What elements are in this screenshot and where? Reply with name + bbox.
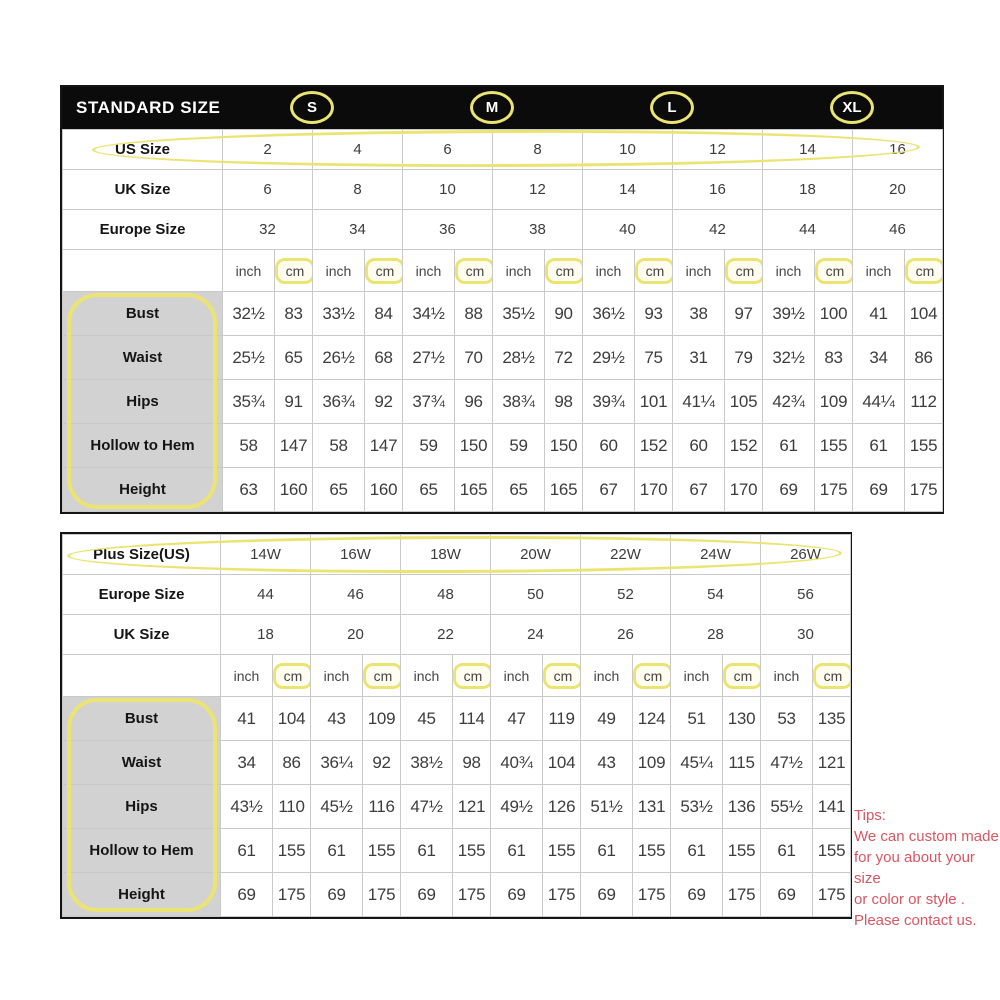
size-badge-m: M <box>485 99 499 116</box>
unit-cell-cm-4 <box>633 655 671 697</box>
measure-cell-hollow-to-hem-inch-3: 61 <box>491 829 543 873</box>
measure-cell-hips-inch-7: 44¼ <box>853 380 905 424</box>
size-cell-europe-size-7: 46 <box>853 210 943 250</box>
unit-label-inch: inch <box>595 262 622 279</box>
measure-cell-hips-cm-5: 136 <box>723 785 761 829</box>
measure-cell-height-cm-1: 175 <box>363 873 401 917</box>
measure-cell-hollow-to-hem-cm-2: 150 <box>455 424 493 468</box>
measure-cell-hollow-to-hem-inch-6: 61 <box>761 829 813 873</box>
unit-cell-inch-1 <box>313 250 365 292</box>
measure-cell-waist-inch-5: 45¼ <box>671 741 723 785</box>
measure-cell-hollow-to-hem-inch-1: 61 <box>311 829 363 873</box>
row-label-plus-size-us: Plus Size(US) <box>63 535 221 575</box>
measure-cell-bust-inch-1: 33½ <box>313 292 365 336</box>
unit-cell-inch-4 <box>583 250 635 292</box>
measure-cell-hips-inch-2: 47½ <box>401 785 453 829</box>
measure-cell-height-cm-4: 175 <box>633 873 671 917</box>
measure-cell-hips-inch-0: 43½ <box>221 785 273 829</box>
row-label-us-size: US Size <box>63 130 223 170</box>
measure-cell-hips-inch-1: 36¾ <box>313 380 365 424</box>
unit-cell-inch-6 <box>763 250 815 292</box>
measure-cell-bust-cm-2: 114 <box>453 697 491 741</box>
measure-cell-waist-cm-0: 86 <box>273 741 311 785</box>
measure-cell-hollow-to-hem-cm-1: 147 <box>365 424 403 468</box>
size-cell-europe-size-4: 52 <box>581 575 671 615</box>
measure-cell-hips-cm-6: 109 <box>815 380 853 424</box>
size-cell-uk-size-3: 24 <box>491 615 581 655</box>
size-cell-plus-size-us-5: 24W <box>671 535 761 575</box>
row-label-bust: Bust <box>63 697 221 741</box>
measure-cell-waist-inch-4: 43 <box>581 741 633 785</box>
measure-cell-bust-inch-5: 38 <box>673 292 725 336</box>
measure-cell-hips-cm-2: 121 <box>453 785 491 829</box>
unit-cell-cm-3 <box>543 655 581 697</box>
measure-cell-hips-inch-6: 42¾ <box>763 380 815 424</box>
measure-cell-hips-inch-0: 35¾ <box>223 380 275 424</box>
measure-cell-waist-cm-4: 75 <box>635 336 673 380</box>
unit-cell-inch-3 <box>493 250 545 292</box>
measure-cell-bust-cm-1: 109 <box>363 697 401 741</box>
plus-size-section <box>60 532 852 919</box>
unit-label-inch: inch <box>683 667 710 684</box>
measure-cell-hollow-to-hem-inch-5: 60 <box>673 424 725 468</box>
size-cell-uk-size-5: 28 <box>671 615 761 655</box>
tips-line-3: or color or style . <box>854 891 965 908</box>
size-cell-europe-size-0: 44 <box>221 575 311 615</box>
measure-cell-hollow-to-hem-cm-0: 147 <box>275 424 313 468</box>
measure-cell-height-inch-0: 63 <box>223 468 275 512</box>
measure-cell-hollow-to-hem-cm-5: 155 <box>723 829 761 873</box>
measure-cell-waist-cm-5: 79 <box>725 336 763 380</box>
measure-cell-hips-cm-1: 116 <box>363 785 401 829</box>
unit-label-cm-highlighted: cm <box>815 258 853 284</box>
unit-cell-inch-0 <box>223 250 275 292</box>
unit-cell-inch-6 <box>761 655 813 697</box>
row-label-hollow-to-hem: Hollow to Hem <box>63 829 221 873</box>
size-cell-uk-size-4: 14 <box>583 170 673 210</box>
measure-cell-hips-inch-3: 38¾ <box>493 380 545 424</box>
size-cell-europe-size-2: 48 <box>401 575 491 615</box>
unit-label-cm-highlighted: cm <box>455 258 493 284</box>
measure-cell-waist-inch-4: 29½ <box>583 336 635 380</box>
row-label-uk-size: UK Size <box>63 615 221 655</box>
measure-cell-hips-cm-4: 131 <box>633 785 671 829</box>
measure-cell-waist-cm-7: 86 <box>905 336 943 380</box>
measure-cell-height-cm-2: 175 <box>453 873 491 917</box>
unit-label-cm-highlighted: cm <box>275 258 313 284</box>
measure-cell-hollow-to-hem-inch-4: 60 <box>583 424 635 468</box>
measure-cell-hollow-to-hem-inch-6: 61 <box>763 424 815 468</box>
unit-label-inch: inch <box>593 667 620 684</box>
measure-cell-bust-inch-6: 39½ <box>763 292 815 336</box>
measure-cell-hips-inch-5: 41¼ <box>673 380 725 424</box>
size-cell-us-size-3: 8 <box>493 130 583 170</box>
measure-cell-height-inch-4: 69 <box>581 873 633 917</box>
unit-label-cm-highlighted: cm <box>905 258 943 284</box>
measure-cell-bust-cm-7: 104 <box>905 292 943 336</box>
unit-cell-cm-6 <box>815 250 853 292</box>
unit-label-inch: inch <box>503 667 530 684</box>
measure-cell-hips-cm-1: 92 <box>365 380 403 424</box>
measure-cell-bust-cm-5: 130 <box>723 697 761 741</box>
measure-cell-height-cm-6: 175 <box>813 873 851 917</box>
size-badge-xl-circle <box>830 91 874 124</box>
measure-cell-waist-inch-2: 38½ <box>401 741 453 785</box>
size-cell-plus-size-us-1: 16W <box>311 535 401 575</box>
measure-cell-waist-inch-7: 34 <box>853 336 905 380</box>
size-cell-uk-size-2: 22 <box>401 615 491 655</box>
size-cell-us-size-2: 6 <box>403 130 493 170</box>
size-cell-us-size-7: 16 <box>853 130 943 170</box>
standard-size-grid <box>62 129 943 512</box>
size-cell-uk-size-6: 18 <box>763 170 853 210</box>
measure-cell-waist-cm-3: 104 <box>543 741 581 785</box>
measure-cell-hollow-to-hem-inch-5: 61 <box>671 829 723 873</box>
unit-cell-cm-5 <box>723 655 761 697</box>
measure-cell-hollow-to-hem-cm-3: 150 <box>545 424 583 468</box>
measure-cell-height-inch-2: 65 <box>403 468 455 512</box>
size-cell-us-size-5: 12 <box>673 130 763 170</box>
measure-cell-bust-cm-5: 97 <box>725 292 763 336</box>
size-badge-s-circle <box>290 91 334 124</box>
measure-cell-bust-inch-3: 35½ <box>493 292 545 336</box>
measure-cell-waist-inch-1: 36¼ <box>311 741 363 785</box>
size-badge-xl: XL <box>842 99 862 116</box>
unit-cell-inch-2 <box>403 250 455 292</box>
unit-cell-cm-4 <box>635 250 673 292</box>
unit-cell-inch-5 <box>671 655 723 697</box>
size-cell-europe-size-3: 38 <box>493 210 583 250</box>
unit-row-spacer <box>63 655 221 697</box>
measure-cell-bust-inch-4: 49 <box>581 697 633 741</box>
measure-cell-hollow-to-hem-cm-4: 152 <box>635 424 673 468</box>
measure-cell-bust-cm-0: 104 <box>273 697 311 741</box>
measure-cell-height-inch-6: 69 <box>761 873 813 917</box>
measure-cell-hips-cm-4: 101 <box>635 380 673 424</box>
unit-cell-cm-6 <box>813 655 851 697</box>
measure-cell-bust-cm-0: 83 <box>275 292 313 336</box>
measure-cell-bust-cm-3: 90 <box>545 292 583 336</box>
unit-cell-cm-1 <box>363 655 401 697</box>
unit-cell-inch-4 <box>581 655 633 697</box>
standard-size-title: STANDARD SIZE <box>76 98 221 117</box>
measure-cell-hollow-to-hem-cm-2: 155 <box>453 829 491 873</box>
size-cell-europe-size-0: 32 <box>223 210 313 250</box>
measure-cell-waist-inch-2: 27½ <box>403 336 455 380</box>
measure-cell-hollow-to-hem-cm-4: 155 <box>633 829 671 873</box>
unit-label-inch: inch <box>235 262 262 279</box>
measure-cell-hollow-to-hem-cm-6: 155 <box>815 424 853 468</box>
row-label-hips: Hips <box>63 380 223 424</box>
size-badge-l-circle <box>650 91 694 124</box>
measure-cell-bust-cm-3: 119 <box>543 697 581 741</box>
measure-cell-hips-inch-1: 45½ <box>311 785 363 829</box>
size-cell-europe-size-3: 50 <box>491 575 581 615</box>
unit-label-cm-highlighted: cm <box>723 663 761 689</box>
measure-cell-hips-cm-7: 112 <box>905 380 943 424</box>
unit-cell-cm-0 <box>273 655 311 697</box>
measure-cell-waist-cm-2: 70 <box>455 336 493 380</box>
tips-line-1: We can custom made <box>854 828 999 845</box>
measure-cell-bust-inch-2: 34½ <box>403 292 455 336</box>
measure-cell-hollow-to-hem-inch-4: 61 <box>581 829 633 873</box>
plus-size-grid <box>62 534 851 917</box>
measure-cell-waist-inch-3: 28½ <box>493 336 545 380</box>
measure-cell-bust-cm-6: 135 <box>813 697 851 741</box>
unit-cell-inch-5 <box>673 250 725 292</box>
unit-label-inch: inch <box>773 667 800 684</box>
measure-cell-height-inch-3: 69 <box>491 873 543 917</box>
measure-cell-hollow-to-hem-inch-0: 58 <box>223 424 275 468</box>
size-cell-uk-size-3: 12 <box>493 170 583 210</box>
unit-cell-cm-2 <box>455 250 493 292</box>
measure-cell-hips-cm-5: 105 <box>725 380 763 424</box>
measure-cell-bust-inch-7: 41 <box>853 292 905 336</box>
size-cell-europe-size-4: 40 <box>583 210 673 250</box>
measure-cell-waist-cm-1: 92 <box>363 741 401 785</box>
unit-cell-inch-2 <box>401 655 453 697</box>
measure-cell-hollow-to-hem-cm-7: 155 <box>905 424 943 468</box>
measure-cell-height-inch-1: 69 <box>311 873 363 917</box>
measure-cell-waist-inch-1: 26½ <box>313 336 365 380</box>
size-cell-plus-size-us-2: 18W <box>401 535 491 575</box>
row-label-europe-size: Europe Size <box>63 210 223 250</box>
measure-cell-bust-inch-5: 51 <box>671 697 723 741</box>
unit-label-cm-highlighted: cm <box>273 663 311 689</box>
size-cell-uk-size-0: 18 <box>221 615 311 655</box>
measure-cell-height-inch-3: 65 <box>493 468 545 512</box>
size-cell-us-size-0: 2 <box>223 130 313 170</box>
measure-cell-waist-inch-6: 47½ <box>761 741 813 785</box>
measure-cell-hips-cm-3: 126 <box>543 785 581 829</box>
size-badge-m-circle <box>470 91 514 124</box>
measure-cell-height-cm-3: 175 <box>543 873 581 917</box>
row-label-waist: Waist <box>63 741 221 785</box>
row-label-height: Height <box>63 468 223 512</box>
unit-label-cm-highlighted: cm <box>545 258 583 284</box>
measure-cell-hips-inch-3: 49½ <box>491 785 543 829</box>
unit-cell-cm-1 <box>365 250 403 292</box>
measure-cell-height-cm-4: 170 <box>635 468 673 512</box>
row-label-europe-size: Europe Size <box>63 575 221 615</box>
measure-cell-waist-cm-6: 121 <box>813 741 851 785</box>
measure-cell-hips-cm-2: 96 <box>455 380 493 424</box>
measure-cell-waist-cm-2: 98 <box>453 741 491 785</box>
unit-label-inch: inch <box>865 262 892 279</box>
measure-cell-hips-cm-3: 98 <box>545 380 583 424</box>
measure-cell-waist-cm-3: 72 <box>545 336 583 380</box>
unit-label-cm-highlighted: cm <box>725 258 763 284</box>
measure-cell-height-cm-1: 160 <box>365 468 403 512</box>
measure-cell-bust-cm-1: 84 <box>365 292 403 336</box>
unit-label-cm-highlighted: cm <box>633 663 671 689</box>
measure-cell-hollow-to-hem-inch-2: 59 <box>403 424 455 468</box>
unit-cell-cm-7 <box>905 250 943 292</box>
unit-cell-cm-2 <box>453 655 491 697</box>
unit-cell-cm-5 <box>725 250 763 292</box>
measure-cell-waist-cm-0: 65 <box>275 336 313 380</box>
unit-cell-inch-7 <box>853 250 905 292</box>
measure-cell-hollow-to-hem-cm-5: 152 <box>725 424 763 468</box>
unit-cell-cm-0 <box>275 250 313 292</box>
unit-label-inch: inch <box>415 262 442 279</box>
size-cell-europe-size-2: 36 <box>403 210 493 250</box>
size-cell-europe-size-6: 44 <box>763 210 853 250</box>
tips-note <box>854 805 1000 931</box>
measure-cell-hollow-to-hem-inch-0: 61 <box>221 829 273 873</box>
unit-cell-inch-1 <box>311 655 363 697</box>
unit-label-inch: inch <box>685 262 712 279</box>
measure-cell-bust-inch-0: 41 <box>221 697 273 741</box>
measure-cell-waist-inch-5: 31 <box>673 336 725 380</box>
size-cell-uk-size-6: 30 <box>761 615 851 655</box>
size-cell-europe-size-5: 42 <box>673 210 763 250</box>
row-label-height: Height <box>63 873 221 917</box>
unit-label-cm-highlighted: cm <box>363 663 401 689</box>
size-badge-s: S <box>306 99 317 116</box>
measure-cell-hollow-to-hem-cm-0: 155 <box>273 829 311 873</box>
measure-cell-hips-inch-2: 37¾ <box>403 380 455 424</box>
standard-size-section <box>60 85 944 514</box>
size-cell-us-size-6: 14 <box>763 130 853 170</box>
measure-cell-height-inch-1: 65 <box>313 468 365 512</box>
measure-cell-bust-inch-4: 36½ <box>583 292 635 336</box>
measure-cell-height-inch-7: 69 <box>853 468 905 512</box>
row-label-hips: Hips <box>63 785 221 829</box>
unit-label-inch: inch <box>233 667 260 684</box>
measure-cell-bust-inch-6: 53 <box>761 697 813 741</box>
measure-cell-height-inch-0: 69 <box>221 873 273 917</box>
measure-cell-waist-cm-6: 83 <box>815 336 853 380</box>
measure-cell-hollow-to-hem-cm-3: 155 <box>543 829 581 873</box>
measure-cell-bust-inch-3: 47 <box>491 697 543 741</box>
size-cell-uk-size-1: 20 <box>311 615 401 655</box>
measure-cell-bust-inch-1: 43 <box>311 697 363 741</box>
measure-cell-bust-inch-0: 32½ <box>223 292 275 336</box>
unit-row-spacer <box>63 250 223 292</box>
measure-cell-bust-cm-4: 124 <box>633 697 671 741</box>
measure-cell-hips-cm-6: 141 <box>813 785 851 829</box>
measure-cell-waist-inch-0: 25½ <box>223 336 275 380</box>
measure-cell-waist-cm-5: 115 <box>723 741 761 785</box>
measure-cell-waist-cm-1: 68 <box>365 336 403 380</box>
unit-label-cm-highlighted: cm <box>365 258 403 284</box>
measure-cell-hips-cm-0: 110 <box>273 785 311 829</box>
unit-label-cm-highlighted: cm <box>813 663 851 689</box>
row-label-uk-size: UK Size <box>63 170 223 210</box>
measure-cell-waist-inch-0: 34 <box>221 741 273 785</box>
measure-cell-bust-inch-2: 45 <box>401 697 453 741</box>
measure-cell-hips-inch-4: 51½ <box>581 785 633 829</box>
unit-label-inch: inch <box>323 667 350 684</box>
measure-cell-height-cm-5: 175 <box>723 873 761 917</box>
size-cell-uk-size-7: 20 <box>853 170 943 210</box>
measure-cell-hollow-to-hem-inch-3: 59 <box>493 424 545 468</box>
unit-cell-inch-3 <box>491 655 543 697</box>
row-label-waist: Waist <box>63 336 223 380</box>
unit-label-inch: inch <box>413 667 440 684</box>
measure-cell-hollow-to-hem-inch-1: 58 <box>313 424 365 468</box>
measure-cell-height-cm-6: 175 <box>815 468 853 512</box>
size-cell-plus-size-us-4: 22W <box>581 535 671 575</box>
measure-cell-height-cm-5: 170 <box>725 468 763 512</box>
size-cell-plus-size-us-6: 26W <box>761 535 851 575</box>
measure-cell-height-inch-2: 69 <box>401 873 453 917</box>
size-cell-uk-size-2: 10 <box>403 170 493 210</box>
row-label-hollow-to-hem: Hollow to Hem <box>63 424 223 468</box>
measure-cell-height-inch-4: 67 <box>583 468 635 512</box>
size-cell-plus-size-us-0: 14W <box>221 535 311 575</box>
measure-cell-hips-cm-0: 91 <box>275 380 313 424</box>
measure-cell-height-cm-7: 175 <box>905 468 943 512</box>
unit-label-cm-highlighted: cm <box>635 258 673 284</box>
size-cell-uk-size-4: 26 <box>581 615 671 655</box>
measure-cell-height-cm-0: 175 <box>273 873 311 917</box>
measure-cell-waist-inch-6: 32½ <box>763 336 815 380</box>
size-cell-europe-size-1: 34 <box>313 210 403 250</box>
tips-line-4: Please contact us. <box>854 912 977 929</box>
size-cell-us-size-4: 10 <box>583 130 673 170</box>
tips-line-2: for you about your size <box>854 849 975 887</box>
size-cell-europe-size-5: 54 <box>671 575 761 615</box>
unit-label-inch: inch <box>325 262 352 279</box>
unit-cell-inch-0 <box>221 655 273 697</box>
size-cell-europe-size-1: 46 <box>311 575 401 615</box>
measure-cell-hips-inch-5: 53½ <box>671 785 723 829</box>
tips-heading: Tips: <box>854 807 886 824</box>
measure-cell-height-cm-0: 160 <box>275 468 313 512</box>
measure-cell-hollow-to-hem-cm-1: 155 <box>363 829 401 873</box>
measure-cell-height-cm-3: 165 <box>545 468 583 512</box>
measure-cell-hollow-to-hem-inch-7: 61 <box>853 424 905 468</box>
unit-label-cm-highlighted: cm <box>543 663 581 689</box>
row-label-bust: Bust <box>63 292 223 336</box>
measure-cell-height-inch-5: 67 <box>673 468 725 512</box>
measure-cell-hips-inch-6: 55½ <box>761 785 813 829</box>
unit-cell-cm-3 <box>545 250 583 292</box>
unit-label-inch: inch <box>505 262 532 279</box>
measure-cell-height-cm-2: 165 <box>455 468 493 512</box>
measure-cell-height-inch-5: 69 <box>671 873 723 917</box>
size-cell-europe-size-6: 56 <box>761 575 851 615</box>
size-cell-uk-size-0: 6 <box>223 170 313 210</box>
size-cell-uk-size-1: 8 <box>313 170 403 210</box>
size-cell-us-size-1: 4 <box>313 130 403 170</box>
unit-label-cm-highlighted: cm <box>453 663 491 689</box>
measure-cell-hips-inch-4: 39¾ <box>583 380 635 424</box>
measure-cell-bust-cm-6: 100 <box>815 292 853 336</box>
unit-label-inch: inch <box>775 262 802 279</box>
measure-cell-hollow-to-hem-inch-2: 61 <box>401 829 453 873</box>
measure-cell-height-inch-6: 69 <box>763 468 815 512</box>
measure-cell-waist-inch-3: 40¾ <box>491 741 543 785</box>
measure-cell-bust-cm-2: 88 <box>455 292 493 336</box>
size-cell-uk-size-5: 16 <box>673 170 763 210</box>
size-cell-plus-size-us-3: 20W <box>491 535 581 575</box>
size-badge-l: L <box>667 99 677 116</box>
measure-cell-hollow-to-hem-cm-6: 155 <box>813 829 851 873</box>
standard-size-header-bar <box>62 87 942 129</box>
measure-cell-waist-cm-4: 109 <box>633 741 671 785</box>
measure-cell-bust-cm-4: 93 <box>635 292 673 336</box>
